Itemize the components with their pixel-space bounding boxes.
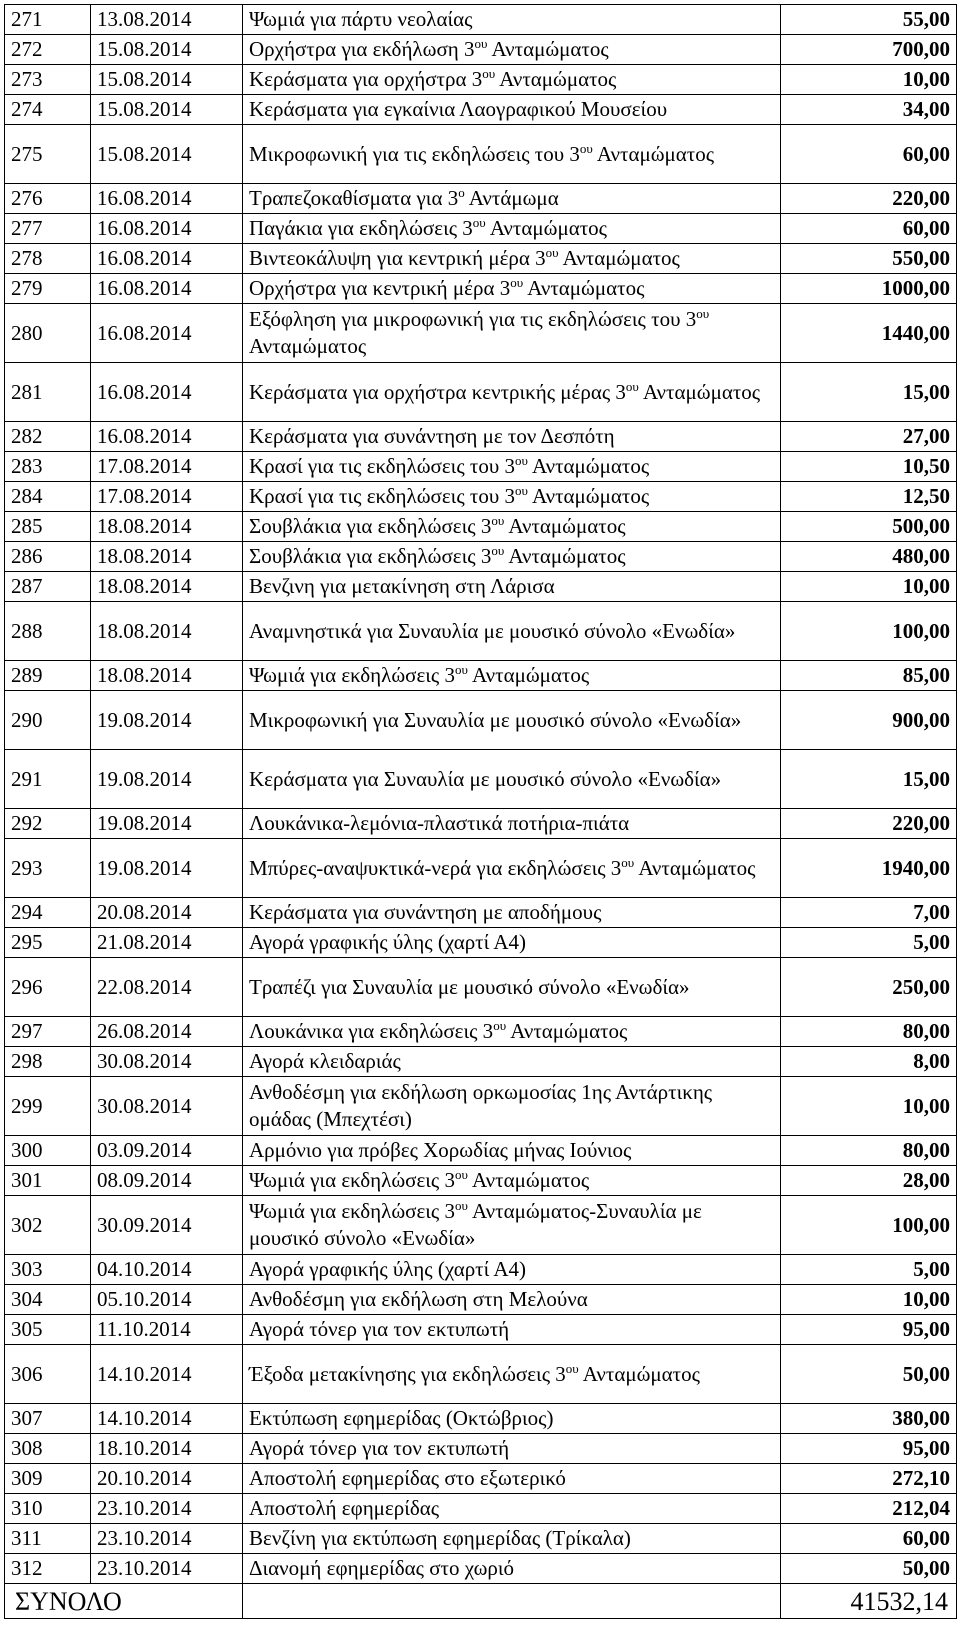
entry-amount: 95,00 [781,1315,957,1345]
entry-date: 18.10.2014 [91,1434,243,1464]
entry-description: Κεράσματα για συνάντηση με τον Δεσπότη [243,422,781,452]
entry-number: 275 [5,125,91,184]
entry-number: 278 [5,244,91,274]
entry-amount: 700,00 [781,35,957,65]
entry-amount: 500,00 [781,512,957,542]
table-row [5,95,957,125]
entry-number: 298 [5,1047,91,1077]
total-amount: 41532,14 [781,1584,957,1619]
entry-description: Ορχήστρα για εκδήλωση $3^{o\upsilon}$ Ανταμώματος [243,35,781,65]
entry-description: Διανομή εφημερίδας στο χωριό [243,1554,781,1584]
entry-description: Βενζίνη για εκτύπωση εφημερίδας (Τρίκαλα) [243,1524,781,1554]
entry-description: Κεράσματα για συνάντηση με αποδήμους [243,898,781,928]
entry-date: 18.08.2014 [91,661,243,691]
entry-date: 15.08.2014 [91,95,243,125]
entry-date: 16.08.2014 [91,214,243,244]
entry-amount: 10,00 [781,1285,957,1315]
entry-amount: 12,50 [781,482,957,512]
entry-description: Ψωμιά για πάρτυ νεολαίας [243,5,781,35]
table-row [5,602,957,661]
table-row [5,1404,957,1434]
entry-date: 04.10.2014 [91,1255,243,1285]
table-row [5,691,957,750]
entry-number: 286 [5,542,91,572]
table-row [5,1554,957,1584]
entry-amount: 10,50 [781,452,957,482]
entry-number: 303 [5,1255,91,1285]
entry-description: Τραπέζι για Συναυλία με μουσικό σύνολο «Ενωδία» [243,958,781,1017]
entry-description: Ανθοδέσμη για εκδήλωση στη Μελούνα [243,1285,781,1315]
entry-amount: 100,00 [781,602,957,661]
entry-date: 17.08.2014 [91,482,243,512]
entry-number: 308 [5,1434,91,1464]
entry-description: Κεράσματα για Συναυλία με μουσικό σύνολο «Ενωδία» [243,750,781,809]
table-row [5,1315,957,1345]
entry-date: 20.10.2014 [91,1464,243,1494]
entry-date: 11.10.2014 [91,1315,243,1345]
table-row [5,244,957,274]
entry-amount: 15,00 [781,363,957,422]
entry-amount: 10,00 [781,572,957,602]
table-row [5,184,957,214]
table-row [5,1047,957,1077]
entry-description: Ψωμιά για εκδηλώσεις $3^{o\upsilon}$ Ανταμώματος-Συναυλία με μουσικό σύνολο «Ενωδία» [243,1196,781,1255]
entry-description: Ορχήστρα για κεντρική μέρα $3^{o\upsilon}$ Ανταμώματος [243,274,781,304]
entry-date: 16.08.2014 [91,422,243,452]
entry-date: 30.09.2014 [91,1196,243,1255]
entry-date: 26.08.2014 [91,1017,243,1047]
entry-description: Αγορά γραφικής ύλης (χαρτί Α4) [243,928,781,958]
entry-description: Βενζινη για μετακίνηση στη Λάρισα [243,572,781,602]
table-row [5,482,957,512]
table-row [5,1017,957,1047]
entry-number: 296 [5,958,91,1017]
entry-date: 19.08.2014 [91,809,243,839]
entry-date: 18.08.2014 [91,602,243,661]
entry-description: Εξόφληση για μικροφωνική για τις εκδηλώσεις του $3^{o\upsilon}$ Ανταμώματος [243,304,781,363]
table-row [5,928,957,958]
entry-date: 16.08.2014 [91,363,243,422]
entry-number: 292 [5,809,91,839]
table-row [5,1345,957,1404]
table-row [5,274,957,304]
entry-date: 05.10.2014 [91,1285,243,1315]
entry-number: 299 [5,1077,91,1136]
entry-description: Σουβλάκια για εκδηλώσεις $3^{o\upsilon}$ Ανταμώματος [243,542,781,572]
entry-number: 282 [5,422,91,452]
table-row [5,512,957,542]
entry-description: Κρασί για τις εκδηλώσεις του $3^{o\upsilon}$ Ανταμώματος [243,452,781,482]
total-label: ΣΥΝΟΛΟ [5,1584,243,1619]
entry-amount: 55,00 [781,5,957,35]
table-row [5,1285,957,1315]
total-row [5,1584,957,1619]
table-row [5,1524,957,1554]
entry-date: 08.09.2014 [91,1166,243,1196]
table-row [5,214,957,244]
entry-amount: 15,00 [781,750,957,809]
table-row [5,1464,957,1494]
table-row [5,304,957,363]
table-row [5,839,957,898]
entry-number: 285 [5,512,91,542]
expenses-table-body [5,5,957,1584]
entry-description: Σουβλάκια για εκδηλώσεις $3^{o\upsilon}$ Ανταμώματος [243,512,781,542]
entry-amount: 50,00 [781,1554,957,1584]
table-row [5,750,957,809]
entry-date: 17.08.2014 [91,452,243,482]
entry-number: 281 [5,363,91,422]
table-row [5,1434,957,1464]
entry-number: 293 [5,839,91,898]
table-row [5,572,957,602]
table-row [5,661,957,691]
entry-date: 19.08.2014 [91,839,243,898]
table-row [5,65,957,95]
table-row [5,1166,957,1196]
entry-number: 287 [5,572,91,602]
entry-description: Λουκάνικα-λεμόνια-πλαστικά ποτήρια-πιάτα [243,809,781,839]
entry-number: 295 [5,928,91,958]
entry-date: 15.08.2014 [91,35,243,65]
entry-number: 273 [5,65,91,95]
entry-date: 19.08.2014 [91,750,243,809]
entry-date: 16.08.2014 [91,274,243,304]
entry-date: 03.09.2014 [91,1136,243,1166]
entry-number: 290 [5,691,91,750]
entry-date: 18.08.2014 [91,542,243,572]
entry-description: Αγορά τόνερ για τον εκτυπωτή [243,1315,781,1345]
entry-description: Κεράσματα για εγκαίνια Λαογραφικού Μουσείου [243,95,781,125]
entry-amount: 7,00 [781,898,957,928]
entry-description: Αποστολή εφημερίδας στο εξωτερικό [243,1464,781,1494]
entry-amount: 1940,00 [781,839,957,898]
table-row [5,452,957,482]
entry-number: 280 [5,304,91,363]
entry-amount: 220,00 [781,809,957,839]
entry-amount: 85,00 [781,661,957,691]
table-row [5,125,957,184]
table-row [5,1255,957,1285]
entry-number: 276 [5,184,91,214]
entry-number: 294 [5,898,91,928]
entry-number: 277 [5,214,91,244]
entry-amount: 34,00 [781,95,957,125]
entry-date: 23.10.2014 [91,1494,243,1524]
entry-description: Αγορά τόνερ για τον εκτυπωτή [243,1434,781,1464]
entry-date: 22.08.2014 [91,958,243,1017]
entry-description: Έξοδα μετακίνησης για εκδηλώσεις $3^{o\upsilon}$ Ανταμώματος [243,1345,781,1404]
table-row [5,35,957,65]
entry-number: 305 [5,1315,91,1345]
table-row [5,363,957,422]
table-row [5,958,957,1017]
entry-amount: 28,00 [781,1166,957,1196]
entry-description: Αναμνηστικά για Συναυλία με μουσικό σύνολο «Ενωδία» [243,602,781,661]
entry-number: 311 [5,1524,91,1554]
entry-amount: 60,00 [781,214,957,244]
entry-date: 15.08.2014 [91,125,243,184]
table-row [5,809,957,839]
table-row [5,422,957,452]
entry-date: 19.08.2014 [91,691,243,750]
entry-amount: 80,00 [781,1017,957,1047]
entry-number: 301 [5,1166,91,1196]
entry-amount: 50,00 [781,1345,957,1404]
table-row [5,898,957,928]
entry-description: Ανθοδέσμη για εκδήλωση ορκωμοσίας 1ης Αντάρτικης ομάδας (Μπεχτέσι) [243,1077,781,1136]
entry-amount: 1440,00 [781,304,957,363]
entry-amount: 10,00 [781,65,957,95]
entry-number: 284 [5,482,91,512]
entry-number: 309 [5,1464,91,1494]
expenses-table [4,4,957,1619]
entry-number: 272 [5,35,91,65]
entry-amount: 80,00 [781,1136,957,1166]
entry-amount: 380,00 [781,1404,957,1434]
entry-amount: 220,00 [781,184,957,214]
entry-date: 21.08.2014 [91,928,243,958]
entry-number: 304 [5,1285,91,1315]
entry-date: 13.08.2014 [91,5,243,35]
entry-date: 18.08.2014 [91,572,243,602]
entry-amount: 250,00 [781,958,957,1017]
entry-amount: 272,10 [781,1464,957,1494]
entry-date: 23.10.2014 [91,1524,243,1554]
entry-description: Αγορά γραφικής ύλης (χαρτί Α4) [243,1255,781,1285]
table-row [5,1494,957,1524]
entry-date: 18.08.2014 [91,512,243,542]
entry-amount: 480,00 [781,542,957,572]
entry-amount: 550,00 [781,244,957,274]
entry-amount: 60,00 [781,125,957,184]
entry-date: 16.08.2014 [91,244,243,274]
entry-description: Λουκάνικα για εκδηλώσεις $3^{o\upsilon}$ Ανταμώματος [243,1017,781,1047]
entry-description: Παγάκια για εκδηλώσεις $3^{o\upsilon}$ Ανταμώματος [243,214,781,244]
entry-description: Βιντεοκάλυψη για κεντρική μέρα $3^{o\upsilon}$ Ανταμώματος [243,244,781,274]
entry-description: Μπύρες-αναψυκτικά-νερά για εκδηλώσεις $3^{o\upsilon}$ Ανταμώματος [243,839,781,898]
entry-amount: 100,00 [781,1196,957,1255]
entry-description: Αποστολή εφημερίδας [243,1494,781,1524]
entry-number: 291 [5,750,91,809]
table-row [5,1136,957,1166]
entry-description: Μικροφωνική για τις εκδηλώσεις του $3^{o\upsilon}$ Ανταμώματος [243,125,781,184]
table-row [5,5,957,35]
entry-description: Μικροφωνική για Συναυλία με μουσικό σύνολο «Ενωδία» [243,691,781,750]
entry-description: Τραπεζοκαθίσματα για $3^o$ Αντάμωμα [243,184,781,214]
entry-date: 23.10.2014 [91,1554,243,1584]
entry-description: Αγορά κλειδαριάς [243,1047,781,1077]
entry-number: 271 [5,5,91,35]
entry-number: 297 [5,1017,91,1047]
entry-amount: 212,04 [781,1494,957,1524]
entry-date: 14.10.2014 [91,1404,243,1434]
entry-amount: 8,00 [781,1047,957,1077]
entry-number: 274 [5,95,91,125]
entry-amount: 1000,00 [781,274,957,304]
entry-date: 14.10.2014 [91,1345,243,1404]
entry-amount: 5,00 [781,1255,957,1285]
entry-description: Ψωμιά για εκδηλώσεις $3^{o\upsilon}$ Ανταμώματος [243,1166,781,1196]
entry-date: 16.08.2014 [91,304,243,363]
entry-number: 302 [5,1196,91,1255]
entry-amount: 900,00 [781,691,957,750]
entry-date: 20.08.2014 [91,898,243,928]
entry-amount: 27,00 [781,422,957,452]
entry-description: Κεράσματα για ορχήστρα $3^{o\upsilon}$ Ανταμώματος [243,65,781,95]
entry-number: 279 [5,274,91,304]
entry-amount: 10,00 [781,1077,957,1136]
entry-number: 289 [5,661,91,691]
entry-amount: 95,00 [781,1434,957,1464]
total-spacer [243,1584,781,1619]
entry-amount: 60,00 [781,1524,957,1554]
table-row [5,1077,957,1136]
entry-number: 283 [5,452,91,482]
entry-number: 310 [5,1494,91,1524]
entry-date: 15.08.2014 [91,65,243,95]
entry-description: Αρμόνιο για πρόβες Χορωδίας μήνας Ιούνιος [243,1136,781,1166]
entry-description: Κρασί για τις εκδηλώσεις του $3^{o\upsilon}$ Ανταμώματος [243,482,781,512]
entry-description: Ψωμιά για εκδηλώσεις $3^{o\upsilon}$ Ανταμώματος [243,661,781,691]
entry-amount: 5,00 [781,928,957,958]
entry-number: 306 [5,1345,91,1404]
entry-date: 30.08.2014 [91,1077,243,1136]
entry-number: 312 [5,1554,91,1584]
entry-number: 300 [5,1136,91,1166]
table-row [5,1196,957,1255]
entry-number: 288 [5,602,91,661]
entry-date: 30.08.2014 [91,1047,243,1077]
entry-date: 16.08.2014 [91,184,243,214]
table-row [5,542,957,572]
entry-number: 307 [5,1404,91,1434]
entry-description: Κεράσματα για ορχήστρα κεντρικής μέρας $3^{o\upsilon}$ Ανταμώματος [243,363,781,422]
entry-description: Εκτύπωση εφημερίδας (Οκτώβριος) [243,1404,781,1434]
